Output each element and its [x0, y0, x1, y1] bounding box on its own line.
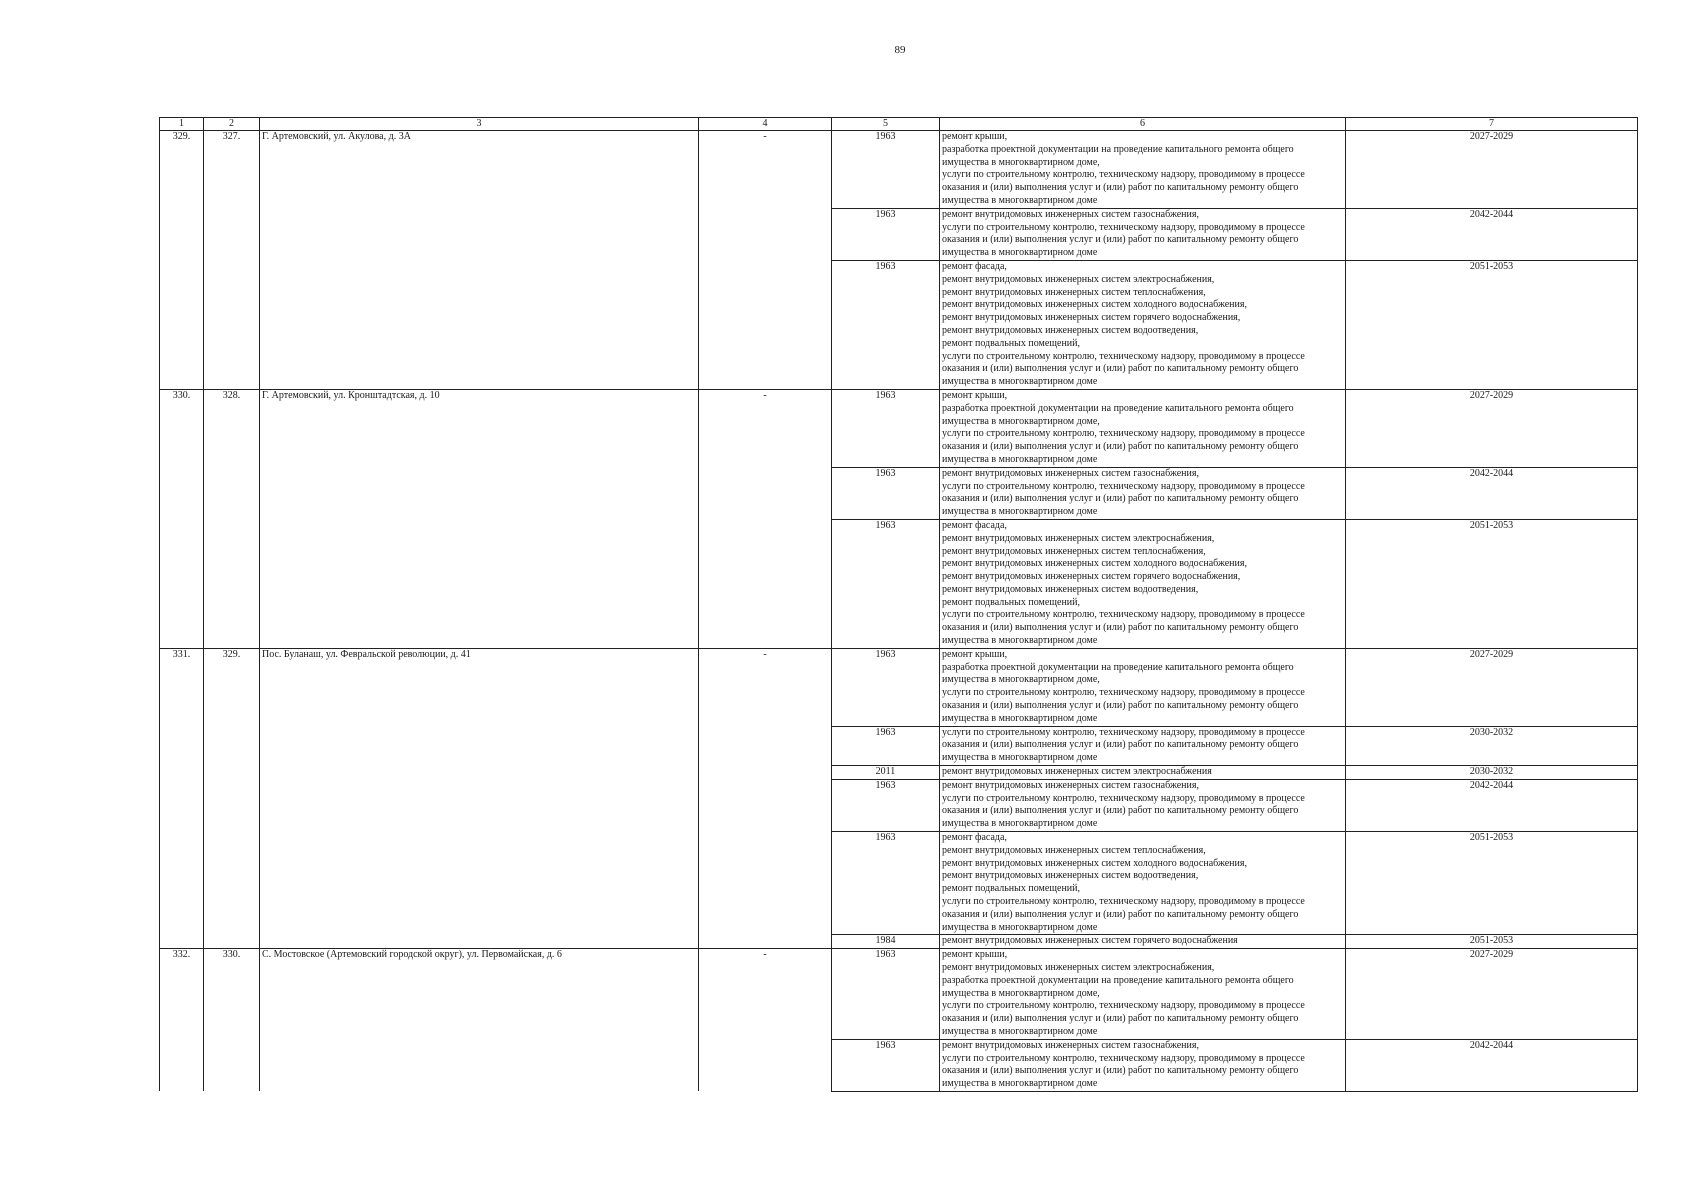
period-cell: 2051-2053 [1346, 935, 1638, 949]
period-cell: 2027-2029 [1346, 648, 1638, 726]
year-cell: 2011 [832, 766, 940, 780]
table-row [160, 131, 1638, 209]
column-4-value: - [699, 648, 832, 948]
entry-number: 331. [160, 648, 204, 948]
year-cell: 1963 [832, 832, 940, 935]
year-cell: 1963 [832, 131, 940, 209]
period-cell: 2051-2053 [1346, 519, 1638, 648]
column-4-value: - [699, 131, 832, 390]
repair-schedule-table [159, 117, 1638, 1092]
works-description: ремонт внутридомовых инженерных систем газоснабжения, услуги по строительному контролю, техническому надзору, проводимому в процессе оказания и (или) выполнения услуг и (или) работ по капитальному ремонту общего имущества в многоквартирном доме [940, 208, 1346, 260]
year-cell: 1963 [832, 726, 940, 765]
works-description: услуги по строительному контролю, техническому надзору, проводимому в процессе оказания и (или) выполнения услуг и (или) работ по капитальному ремонту общего имущества в многоквартирном доме [940, 726, 1346, 765]
building-address: С. Мостовское (Артемовский городской округ), ул. Первомайская, д. 6 [260, 949, 699, 1092]
building-address: Г. Артемовский, ул. Кронштадтская, д. 10 [260, 389, 699, 648]
entry-sub-number: 329. [204, 648, 260, 948]
period-cell: 2030-2032 [1346, 766, 1638, 780]
works-description: ремонт крыши, разработка проектной документации на проведение капитального ремонта общего имущества в многоквартирном доме, услуги по строительному контролю, техническому надзору, проводимому в процессе оказания и (или) выполнения услуг и (или) работ по капитальному ремонту общего имущества в многоквартирном доме [940, 648, 1346, 726]
year-cell: 1963 [832, 467, 940, 519]
works-description: ремонт крыши, ремонт внутридомовых инженерных систем электроснабжения, разработка проектной документации на проведение капитального ремонта общего имущества в многоквартирном доме, услуги по строительному контролю, техническому надзору, проводимому в процессе оказания и (или) выполнения услуг и (или) работ по капитальному ремонту общего имущества в многоквартирном доме [940, 949, 1346, 1040]
period-cell: 2027-2029 [1346, 389, 1638, 467]
year-cell: 1963 [832, 648, 940, 726]
table-body [160, 118, 1638, 1092]
works-description: ремонт крыши, разработка проектной документации на проведение капитального ремонта общего имущества в многоквартирном доме, услуги по строительному контролю, техническому надзору, проводимому в процессе оказания и (или) выполнения услуг и (или) работ по капитальному ремонту общего имущества в многоквартирном доме [940, 389, 1346, 467]
column-number-row [160, 118, 1638, 131]
column-header: 5 [832, 118, 940, 131]
column-4-value: - [699, 949, 832, 1092]
works-description: ремонт крыши, разработка проектной документации на проведение капитального ремонта общего имущества в многоквартирном доме, услуги по строительному контролю, техническому надзору, проводимому в процессе оказания и (или) выполнения услуг и (или) работ по капитальному ремонту общего имущества в многоквартирном доме [940, 131, 1346, 209]
period-cell: 2042-2044 [1346, 779, 1638, 831]
year-cell: 1963 [832, 779, 940, 831]
period-cell: 2027-2029 [1346, 131, 1638, 209]
year-cell: 1963 [832, 949, 940, 1040]
entry-number: 329. [160, 131, 204, 390]
table-row [160, 648, 1638, 726]
table-row [160, 949, 1638, 1040]
entry-number: 330. [160, 389, 204, 648]
column-4-value: - [699, 389, 832, 648]
entry-sub-number: 327. [204, 131, 260, 390]
period-cell: 2042-2044 [1346, 208, 1638, 260]
year-cell: 1963 [832, 519, 940, 648]
year-cell: 1963 [832, 208, 940, 260]
works-description: ремонт внутридомовых инженерных систем газоснабжения, услуги по строительному контролю, техническому надзору, проводимому в процессе оказания и (или) выполнения услуг и (или) работ по капитальному ремонту общего имущества в многоквартирном доме [940, 1039, 1346, 1091]
works-description: ремонт фасада, ремонт внутридомовых инженерных систем электроснабжения, ремонт внутридомовых инженерных систем теплоснабжения, ремонт внутридомовых инженерных систем холодного водоснабжения, ремонт внутридомовых инженерных систем горячего водоснабжения, ремонт внутридомовых инженерных систем водоотведения, ремонт подвальных помещений, услуги по строительному контролю, техническому надзору, проводимому в процессе оказания и (или) выполнения услуг и (или) работ по капитальному ремонту общего имущества в многоквартирном доме [940, 519, 1346, 648]
entry-number: 332. [160, 949, 204, 1092]
column-header: 4 [699, 118, 832, 131]
year-cell: 1963 [832, 389, 940, 467]
works-description: ремонт фасада, ремонт внутридомовых инженерных систем электроснабжения, ремонт внутридомовых инженерных систем теплоснабжения, ремонт внутридомовых инженерных систем холодного водоснабжения, ремонт внутридомовых инженерных систем горячего водоснабжения, ремонт внутридомовых инженерных систем водоотведения, ремонт подвальных помещений, услуги по строительному контролю, техническому надзору, проводимому в процессе оказания и (или) выполнения услуг и (или) работ по капитальному ремонту общего имущества в многоквартирном доме [940, 260, 1346, 389]
building-address: Пос. Буланаш, ул. Февральской революции, д. 41 [260, 648, 699, 948]
period-cell: 2051-2053 [1346, 832, 1638, 935]
period-cell: 2027-2029 [1346, 949, 1638, 1040]
year-cell: 1984 [832, 935, 940, 949]
year-cell: 1963 [832, 1039, 940, 1091]
table-row [160, 389, 1638, 467]
column-header: 1 [160, 118, 204, 131]
works-description: ремонт внутридомовых инженерных систем горячего водоснабжения [940, 935, 1346, 949]
building-address: Г. Артемовский, ул. Акулова, д. 3А [260, 131, 699, 390]
page-number: 89 [894, 44, 906, 56]
works-description: ремонт внутридомовых инженерных систем газоснабжения, услуги по строительному контролю, техническому надзору, проводимому в процессе оказания и (или) выполнения услуг и (или) работ по капитальному ремонту общего имущества в многоквартирном доме [940, 779, 1346, 831]
works-description: ремонт внутридомовых инженерных систем электроснабжения [940, 766, 1346, 780]
column-header: 6 [940, 118, 1346, 131]
period-cell: 2030-2032 [1346, 726, 1638, 765]
works-description: ремонт фасада, ремонт внутридомовых инженерных систем теплоснабжения, ремонт внутридомовых инженерных систем холодного водоснабжения, ремонт внутридомовых инженерных систем водоотведения, ремонт подвальных помещений, услуги по строительному контролю, техническому надзору, проводимому в процессе оказания и (или) выполнения услуг и (или) работ по капитальному ремонту общего имущества в многоквартирном доме [940, 832, 1346, 935]
period-cell: 2042-2044 [1346, 467, 1638, 519]
period-cell: 2042-2044 [1346, 1039, 1638, 1091]
works-description: ремонт внутридомовых инженерных систем газоснабжения, услуги по строительному контролю, техническому надзору, проводимому в процессе оказания и (или) выполнения услуг и (или) работ по капитальному ремонту общего имущества в многоквартирном доме [940, 467, 1346, 519]
year-cell: 1963 [832, 260, 940, 389]
period-cell: 2051-2053 [1346, 260, 1638, 389]
column-header: 3 [260, 118, 699, 131]
column-header: 2 [204, 118, 260, 131]
column-header: 7 [1346, 118, 1638, 131]
entry-sub-number: 330. [204, 949, 260, 1092]
entry-sub-number: 328. [204, 389, 260, 648]
